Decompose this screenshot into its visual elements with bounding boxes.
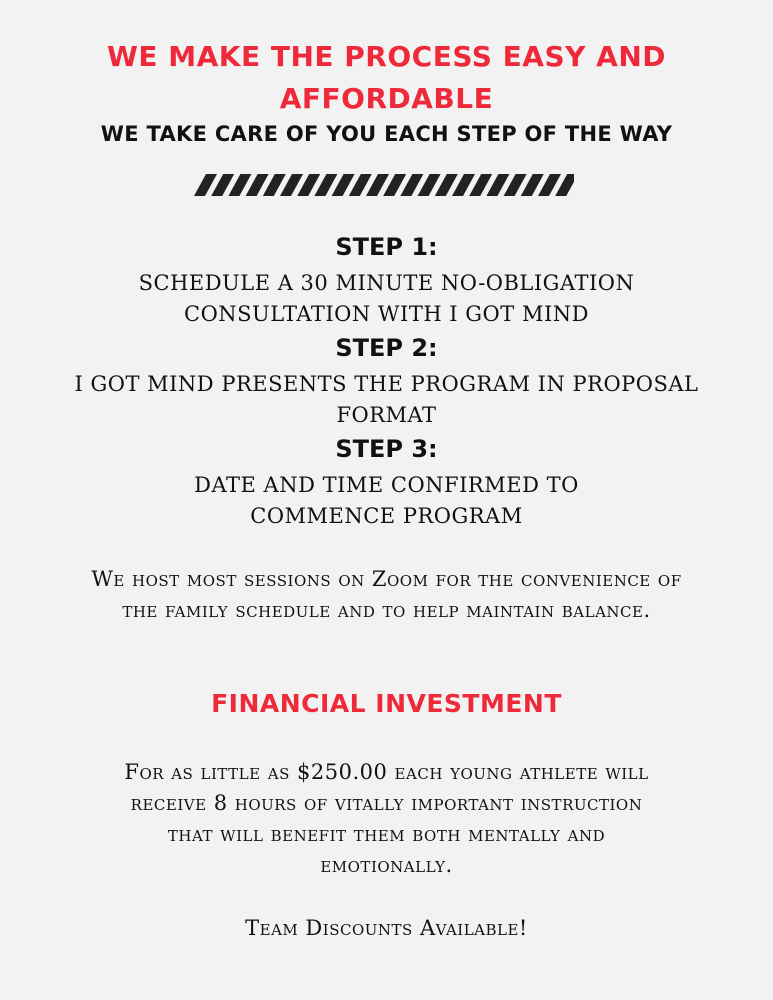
step-3-description: DATE AND TIME CONFIRMED TO COMMENCE PROGRAM <box>194 473 579 528</box>
step-2-description: I GOT MIND PRESENTS THE PROGRAM IN PROPOSAL FORMAT <box>74 372 699 427</box>
hazard-stripes-divider-icon <box>194 174 574 196</box>
financial-investment-title: FINANCIAL INVESTMENT <box>211 689 562 718</box>
subheadline: WE TAKE CARE OF YOU EACH STEP OF THE WAY <box>100 122 673 146</box>
headline: WE MAKE THE PROCESS EASY AND AFFORDABLE <box>107 40 666 115</box>
step-2-title: STEP 2: <box>335 334 438 362</box>
step-1-description: SCHEDULE A 30 MINUTE NO-OBLIGATION CONSULTATION WITH I GOT MIND <box>138 271 635 326</box>
step-1-title: STEP 1: <box>335 233 438 261</box>
zoom-note: We host most sessions on Zoom for the convenience of the family schedule and to help maintain balance. <box>91 567 682 622</box>
step-3-title: STEP 3: <box>335 435 438 463</box>
financial-investment-body: For as little as $250.00 each young athlete will receive 8 hours of vitally important instruction that will benefit them both mentally and emotionally. <box>124 760 649 877</box>
team-discounts-note: Team Discounts Available! <box>245 916 528 940</box>
